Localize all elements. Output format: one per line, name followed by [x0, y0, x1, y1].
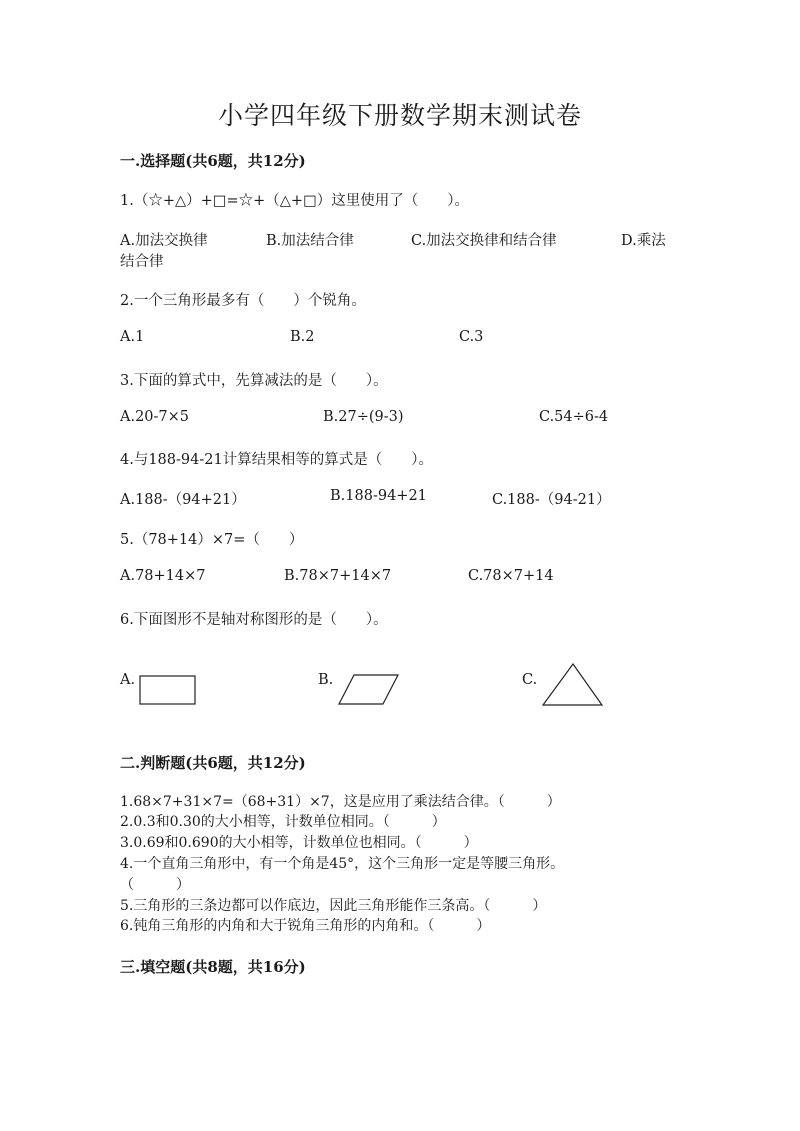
question-6: 6.下面图形不是轴对称图形的是（ ）。 [120, 612, 388, 628]
q3-option-c: C.54÷6-4 [539, 409, 609, 425]
judge-item-6: 6.钝角三角形的内角和大于锐角三角形的内角和。（ ） [120, 918, 491, 934]
q1-option-d-continued: 结合律 [120, 254, 164, 270]
q1-option-d: D.乘法 [621, 233, 666, 249]
q6-option-c: C. [522, 672, 538, 688]
judge-item-2: 2.0.3和0.30的大小相等，计数单位相同。（ ） [120, 814, 446, 830]
page-title: 小学四年级下册数学期末测试卷 [217, 101, 582, 130]
q4-option-c: C.188-（94-21） [492, 492, 611, 508]
section-heading-judge: 二.判断题(共6题，共12分) [120, 754, 306, 772]
judge-item-4-blank: （ ） [120, 877, 190, 893]
question-4: 4.与188-94-21计算结果相等的算式是（ ）。 [120, 452, 433, 468]
q2-option-c: C.3 [459, 329, 484, 345]
q3-option-b: B.27÷(9-3) [323, 409, 404, 425]
q5-option-b: B.78×7+14×7 [284, 568, 392, 584]
q5-option-c: C.78×7+14 [468, 568, 554, 584]
question-1: 1.（☆+△）+□=☆+（△+□）这里使用了（ ）。 [120, 193, 470, 209]
q6-option-b: B. [318, 672, 334, 688]
q1-option-a: A.加法交换律 [120, 233, 208, 249]
section-heading-fill: 三.填空题(共8题，共16分) [120, 958, 306, 976]
q2-option-a: A.1 [120, 329, 145, 345]
question-5: 5.（78+14）×7=（ ） [120, 532, 304, 548]
q2-option-b: B.2 [290, 329, 315, 345]
judge-item-5: 5.三角形的三条边都可以作底边，因此三角形能作三条高。（ ） [120, 898, 547, 914]
q6-option-a: A. [120, 672, 136, 688]
q4-option-b: B.188-94+21 [330, 488, 427, 504]
q4-option-a: A.188-（94+21） [120, 492, 246, 508]
judge-item-4: 4.一个直角三角形中，有一个角是45°，这个三角形一定是等腰三角形。 [120, 856, 565, 872]
triangle-icon [542, 663, 604, 707]
q5-option-a: A.78+14×7 [120, 568, 206, 584]
q1-option-c: C.加法交换律和结合律 [411, 233, 557, 249]
q1-option-b: B.加法结合律 [266, 233, 354, 249]
q3-option-a: A.20-7×5 [120, 409, 190, 425]
rectangle-icon [139, 675, 197, 706]
parallelogram-icon [338, 674, 400, 706]
question-3: 3.下面的算式中，先算减法的是（ ）。 [120, 373, 388, 389]
judge-item-1: 1.68×7+31×7=（68+31）×7，这是应用了乘法结合律。（ ） [120, 794, 561, 810]
question-2: 2.一个三角形最多有（ ）个锐角。 [120, 293, 366, 309]
section-heading-choice: 一.选择题(共6题，共12分) [120, 152, 306, 170]
judge-item-3: 3.0.69和0.690的大小相等，计数单位也相同。（ ） [120, 835, 478, 851]
